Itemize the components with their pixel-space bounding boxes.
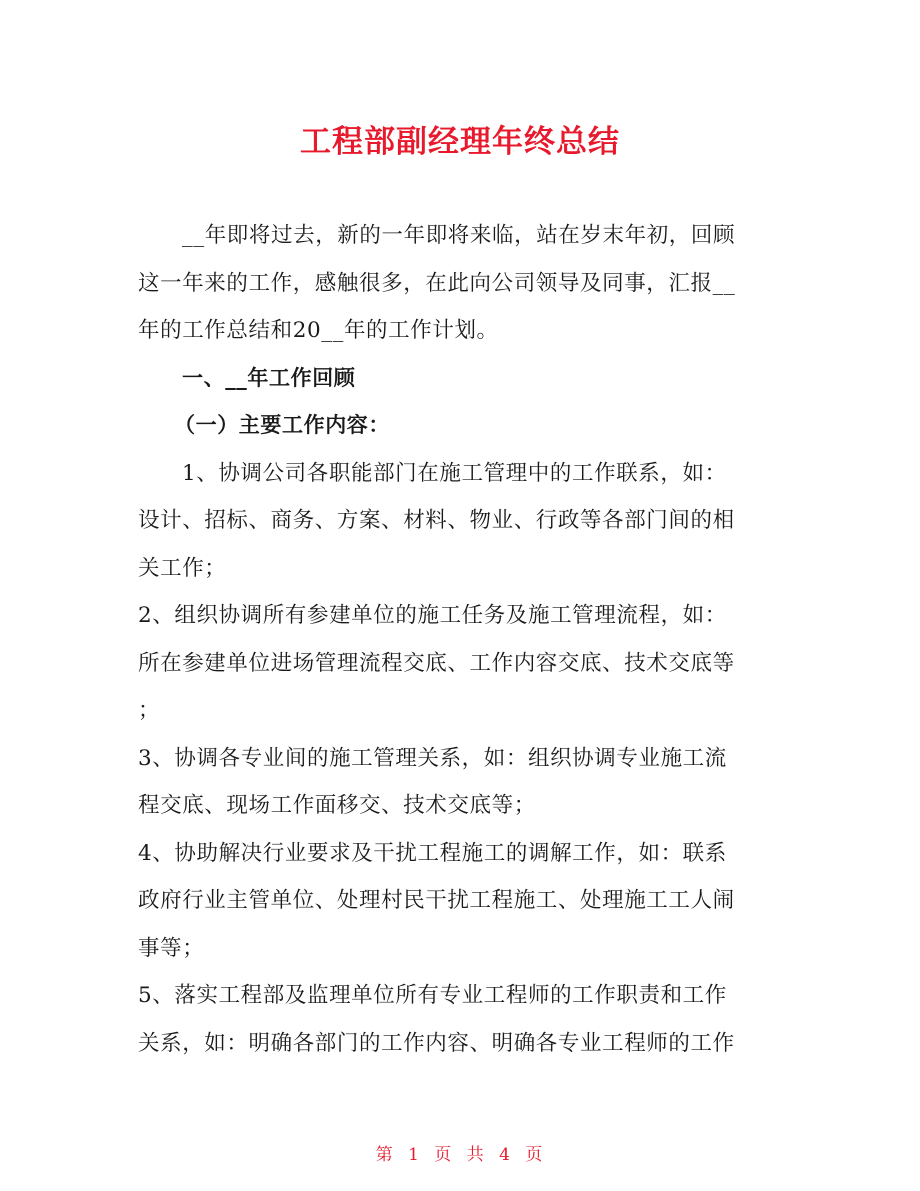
paragraph-line: 程交底、现场工作面移交、技术交底等；: [138, 793, 536, 818]
page-number-footer: 第 1 页 共 4 页: [375, 1145, 545, 1165]
document-body: [138, 212, 788, 1067]
paragraph-line: 3、协调各专业间的施工管理关系，如：组织协调专业施工流: [138, 745, 727, 771]
paragraph-line: 2、组织协调所有参建单位的施工任务及施工管理流程，如：: [138, 603, 727, 628]
subsection-heading: （一）主要工作内容：: [174, 413, 390, 437]
paragraph-line: 1、协调公司各职能部门在施工管理中的工作联系，如：: [182, 460, 727, 486]
paragraph-line: __年即将过去，新的一年即将来临，站在岁末年初，回顾: [182, 223, 736, 248]
paragraph-line: 年的工作总结和20__年的工作计划。: [138, 318, 499, 343]
document-title: 工程部副经理年终总结: [300, 124, 620, 160]
section-heading: 一、__年工作回顾: [182, 365, 356, 390]
paragraph-line: 所在参建单位进场管理流程交底、工作内容交底、技术交底等: [138, 650, 735, 676]
paragraph-line: 事等；: [138, 935, 205, 961]
paragraph-line: 政府行业主管单位、处理村民干扰工程施工、处理施工工人闹: [138, 888, 735, 913]
paragraph-line: 5、落实工程部及监理单位所有专业工程师的工作职责和工作: [138, 983, 727, 1008]
paragraph-line: 关系，如：明确各部门的工作内容、明确各专业工程师的工作: [138, 1030, 735, 1056]
paragraph-line: ；: [138, 698, 161, 723]
paragraph-line: 关工作；: [138, 555, 227, 581]
paragraph-line: 4、协助解决行业要求及干扰工程施工的调解工作，如：联系: [138, 840, 727, 866]
paragraph-line: 设计、招标、商务、方案、材料、物业、行政等各部门间的相: [138, 508, 735, 533]
paragraph-line: 这一年来的工作，感触很多，在此向公司领导及同事，汇报__: [138, 270, 736, 296]
